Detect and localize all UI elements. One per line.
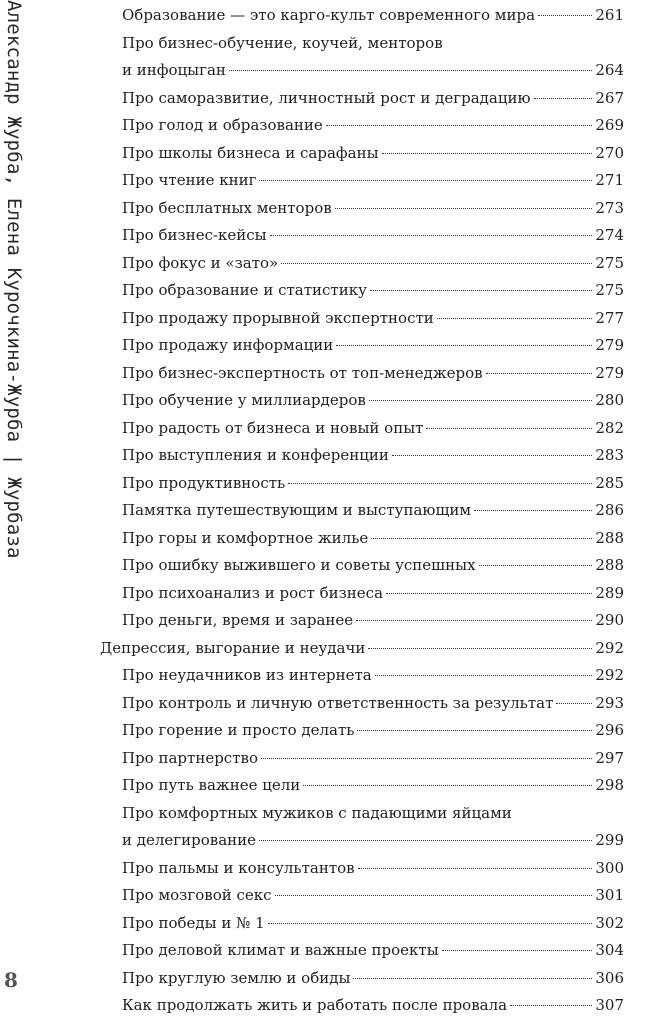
dot-leader bbox=[259, 840, 592, 841]
dot-leader bbox=[261, 758, 592, 759]
toc-entry-page: 288 bbox=[595, 528, 624, 547]
dot-leader bbox=[392, 455, 592, 456]
dot-leader bbox=[259, 180, 592, 181]
dot-leader bbox=[538, 15, 592, 16]
dot-leader bbox=[268, 923, 593, 924]
dot-leader bbox=[368, 648, 592, 649]
toc-entry[interactable] bbox=[100, 277, 624, 305]
dot-leader bbox=[437, 318, 593, 319]
toc-entry-title: Про бизнес-экспертность от топ-менеджеров bbox=[122, 363, 483, 382]
toc-entry[interactable] bbox=[100, 580, 624, 608]
toc-entry-title: Про ошибку выжившего и советы успешных bbox=[122, 556, 476, 574]
toc-entry[interactable] bbox=[100, 140, 624, 168]
toc-entry[interactable] bbox=[100, 30, 624, 85]
toc-entry-title: Про психоанализ и рост бизнеса bbox=[122, 583, 384, 602]
dot-leader bbox=[303, 785, 592, 786]
toc-entry[interactable] bbox=[100, 855, 624, 883]
toc-entry-page: 285 bbox=[595, 473, 624, 492]
toc-entry-page: 267 bbox=[595, 88, 624, 107]
toc-entry-page: 299 bbox=[595, 831, 624, 849]
toc-entry-page: 306 bbox=[595, 968, 624, 987]
dot-leader bbox=[534, 98, 593, 99]
toc-entry-page: 282 bbox=[595, 418, 624, 437]
toc-entry[interactable] bbox=[100, 525, 624, 553]
dot-leader bbox=[270, 235, 593, 236]
toc-entry[interactable] bbox=[100, 607, 624, 635]
dot-leader bbox=[229, 70, 592, 71]
toc-entry-title: Про саморазвитие, личностный рост и деградацию bbox=[122, 88, 531, 107]
toc-entry-title: Про неудачников из интернета bbox=[122, 666, 372, 684]
toc-entry[interactable] bbox=[100, 195, 624, 223]
toc-entry-page: 275 bbox=[595, 253, 624, 272]
dot-leader bbox=[357, 730, 592, 731]
toc-entry[interactable] bbox=[100, 882, 624, 910]
toc-entry-page: 288 bbox=[595, 556, 624, 574]
toc-entry[interactable] bbox=[100, 497, 624, 525]
toc-entry-title: Образование — это карго-культ современного мира bbox=[122, 6, 536, 24]
running-header-spine bbox=[0, 0, 28, 1000]
dot-leader bbox=[386, 593, 592, 594]
toc-entry-page: 296 bbox=[595, 721, 624, 739]
dot-leader bbox=[479, 565, 593, 566]
toc-entry-page: 277 bbox=[595, 308, 624, 327]
toc-entry-page: 274 bbox=[595, 226, 624, 244]
toc-entry-title: Про фокус и «зато» bbox=[122, 253, 279, 272]
toc-entry[interactable] bbox=[100, 222, 624, 250]
toc-entry-page: 293 bbox=[595, 693, 624, 712]
toc-entry-page: 269 bbox=[595, 116, 624, 134]
toc-entry-title: Про деньги, время и заранее bbox=[122, 611, 354, 629]
dot-leader bbox=[326, 125, 593, 126]
dot-leader bbox=[510, 1005, 592, 1006]
toc-entry-page: 270 bbox=[595, 143, 624, 162]
toc-entry-page: 304 bbox=[595, 941, 624, 959]
toc-entry-page: 292 bbox=[595, 666, 624, 684]
toc-entry-title: Про образование и статистику bbox=[122, 281, 367, 299]
toc-entry-title: Про бизнес-кейсы bbox=[122, 226, 267, 244]
toc-entry[interactable] bbox=[100, 910, 624, 938]
toc-entry-page: 264 bbox=[595, 61, 624, 79]
toc-entry-title: Про путь важнее цели bbox=[122, 776, 301, 794]
toc-entry-title: Про пальмы и консультантов bbox=[122, 858, 355, 877]
dot-leader bbox=[369, 400, 593, 401]
dot-leader bbox=[426, 428, 592, 429]
toc-entry-page: 289 bbox=[595, 583, 624, 602]
toc-entry[interactable] bbox=[100, 552, 624, 580]
toc-entry-title: Про мозговой секс bbox=[122, 886, 272, 904]
toc-entry-page: 279 bbox=[595, 363, 624, 382]
toc-entry[interactable] bbox=[100, 745, 624, 773]
toc-entry-title: Про выступления и конференции bbox=[122, 446, 389, 464]
toc-entry-title: и инфоцыган bbox=[122, 61, 226, 79]
toc-entry-page: 280 bbox=[595, 391, 624, 409]
toc-entry-title: Депрессия, выгорание и неудачи bbox=[100, 638, 366, 657]
toc-entry-title: Как продолжать жить и работать после провала bbox=[122, 996, 508, 1014]
toc-entry[interactable] bbox=[100, 965, 624, 993]
dot-leader bbox=[281, 263, 592, 264]
toc-entry-page: 290 bbox=[595, 611, 624, 629]
toc-entry-title-first-line: Про комфортных мужиков с падающими яйцами bbox=[122, 803, 512, 822]
toc-entry-page: 307 bbox=[595, 996, 624, 1014]
toc-entry[interactable] bbox=[100, 937, 624, 965]
toc-entry[interactable] bbox=[100, 662, 624, 690]
toc-entry-page: 271 bbox=[595, 171, 624, 189]
toc-entry[interactable] bbox=[100, 772, 624, 800]
toc-entry[interactable] bbox=[100, 800, 624, 855]
dot-leader bbox=[442, 950, 593, 951]
toc-entry-title: Про деловой климат и важные проекты bbox=[122, 941, 439, 959]
dot-leader bbox=[486, 373, 593, 374]
toc-entry[interactable] bbox=[100, 992, 624, 1020]
toc-entry[interactable] bbox=[100, 305, 624, 333]
toc-entry-title: Памятка путешествующим и выступающим bbox=[122, 501, 472, 519]
toc-entry-title: Про голод и образование bbox=[122, 116, 323, 134]
dot-leader bbox=[336, 345, 592, 346]
toc-entry[interactable] bbox=[100, 442, 624, 470]
toc-entry-title: Про контроль и личную ответственность за результат bbox=[122, 693, 554, 712]
toc-entry-page: 261 bbox=[595, 6, 624, 24]
toc-section[interactable] bbox=[100, 635, 624, 663]
toc-entry-title: Про бесплатных менторов bbox=[122, 198, 332, 217]
toc-entry[interactable] bbox=[100, 85, 624, 113]
dot-leader bbox=[371, 538, 592, 539]
page-number: 8 bbox=[4, 968, 18, 992]
toc-entry[interactable] bbox=[100, 690, 624, 718]
toc-entry-title: Про партнерство bbox=[122, 748, 258, 767]
toc-entry-title: Про школы бизнеса и сарафаны bbox=[122, 143, 379, 162]
toc-entry-page: 275 bbox=[595, 281, 624, 299]
dot-leader bbox=[358, 868, 593, 869]
toc-entry-title: Про круглую землю и обиды bbox=[122, 968, 351, 987]
toc-entry[interactable] bbox=[100, 167, 624, 195]
toc-entry-title-first-line: Про бизнес-обучение, коучей, менторов bbox=[122, 33, 443, 52]
dot-leader bbox=[556, 703, 592, 704]
toc-entry-page: 300 bbox=[595, 858, 624, 877]
toc-entry-title: Про горы и комфортное жилье bbox=[122, 528, 369, 547]
table-of-contents bbox=[100, 2, 624, 1020]
toc-entry-page: 302 bbox=[595, 913, 624, 932]
dot-leader bbox=[375, 675, 593, 676]
toc-entry-title: Про обучение у миллиардеров bbox=[122, 391, 366, 409]
toc-entry-page: 283 bbox=[595, 446, 624, 464]
toc-entry-page: 292 bbox=[595, 638, 624, 657]
toc-entry[interactable] bbox=[100, 250, 624, 278]
toc-entry-title: Про чтение книг bbox=[122, 171, 257, 189]
book-authors-title: Александр Журба, Елена Курочкина-Журба | Журбаза bbox=[3, 0, 25, 559]
toc-entry-title: Про продажу информации bbox=[122, 336, 334, 354]
toc-entry[interactable] bbox=[100, 717, 624, 745]
dot-leader bbox=[382, 153, 593, 154]
dot-leader bbox=[335, 208, 593, 209]
dot-leader bbox=[474, 510, 592, 511]
dot-leader bbox=[353, 978, 592, 979]
dot-leader bbox=[275, 895, 593, 896]
toc-entry-title: Про победы и № 1 bbox=[122, 913, 265, 932]
toc-entry[interactable] bbox=[100, 387, 624, 415]
dot-leader bbox=[356, 620, 592, 621]
toc-entry[interactable] bbox=[100, 360, 624, 388]
toc-entry[interactable] bbox=[100, 112, 624, 140]
toc-entry-page: 298 bbox=[595, 776, 624, 794]
toc-entry-title: и делегирование bbox=[122, 831, 257, 849]
toc-entry-page: 301 bbox=[595, 886, 624, 904]
toc-entry[interactable] bbox=[100, 470, 624, 498]
toc-entry-title: Про продуктивность bbox=[122, 473, 286, 492]
toc-entry-page: 279 bbox=[595, 336, 624, 354]
toc-entry-title: Про горение и просто делать bbox=[122, 721, 355, 739]
toc-entry-page: 297 bbox=[595, 748, 624, 767]
dot-leader bbox=[288, 483, 592, 484]
toc-entry[interactable] bbox=[100, 2, 624, 30]
toc-entry-title: Про радость от бизнеса и новый опыт bbox=[122, 418, 424, 437]
toc-entry[interactable] bbox=[100, 415, 624, 443]
dot-leader bbox=[370, 290, 592, 291]
toc-entry-title: Про продажу прорывной экспертности bbox=[122, 308, 434, 327]
toc-entry[interactable] bbox=[100, 332, 624, 360]
toc-entry-page: 286 bbox=[595, 501, 624, 519]
toc-entry-page: 273 bbox=[595, 198, 624, 217]
